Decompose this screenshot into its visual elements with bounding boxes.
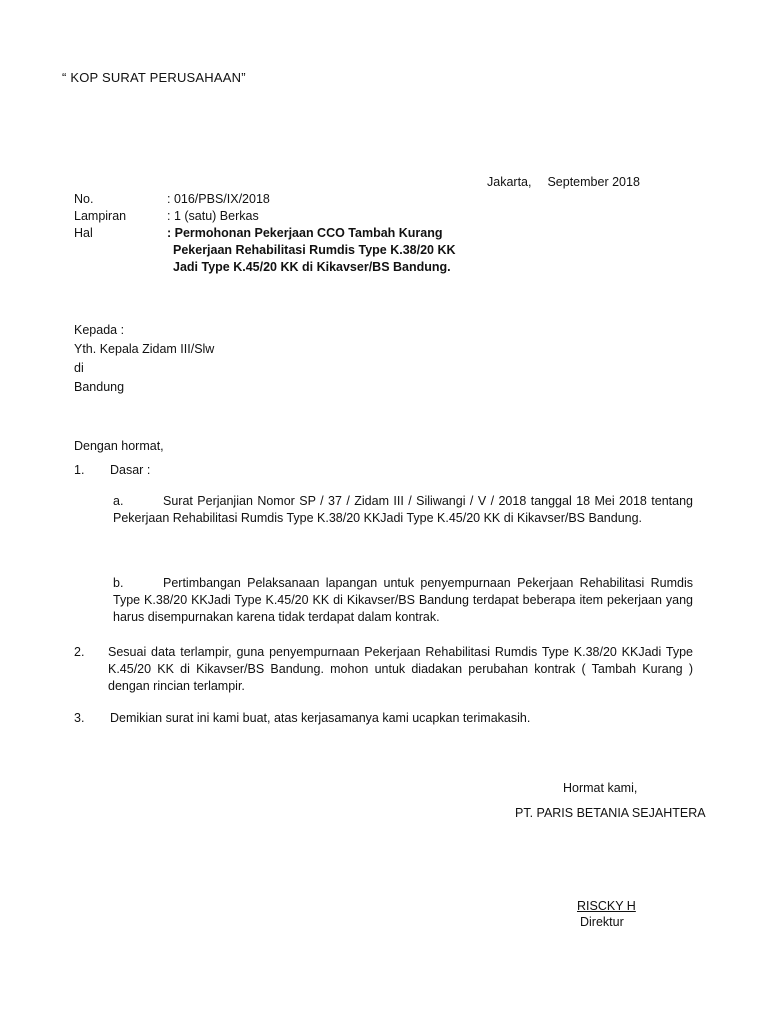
no-value: : 016/PBS/IX/2018	[167, 192, 270, 206]
item-1-number: 1.	[74, 463, 85, 477]
item-1a-label: a.	[113, 494, 124, 508]
recipient-name: Yth. Kepala Zidam III/Slw	[74, 342, 215, 356]
item-1b-label: b.	[113, 576, 124, 590]
item-3-text: Demikian surat ini kami buat, atas kerjasamanya kami ucapkan terimakasih.	[110, 711, 531, 725]
item-1b-paragraph	[113, 575, 693, 626]
lampiran-label: Lampiran	[74, 209, 127, 223]
item-2-text: Sesuai data terlampir, guna penyempurnaan Pekerjaan Rehabilitasi Rumdis Type K.38/20 KKJadi Type K.45/20 KK di Kikavser/BS Bandung. mohon untuk diadakan perubahan kontrak ( Tambah Kurang ) dengan rincian terlampir.	[108, 645, 693, 693]
hal-value-line3: Jadi Type K.45/20 KK di Kikavser/BS Bandung.	[173, 260, 451, 274]
meta-row-lampiran	[74, 208, 456, 225]
recipient-city: Bandung	[74, 380, 125, 394]
recipient-di: di	[74, 361, 84, 375]
meta-row-no	[74, 191, 456, 208]
meta-row-hal	[74, 225, 456, 242]
closing-greeting: Hormat kami,	[563, 781, 638, 795]
recipient-block	[74, 322, 214, 398]
letter-date	[487, 174, 640, 191]
hal-value-line2: Pekerjaan Rehabilitasi Rumdis Type K.38/20 KK	[173, 243, 456, 257]
date-month-year: September 2018	[547, 175, 640, 189]
salutation: Dengan hormat,	[74, 439, 164, 453]
item-3-number: 3.	[74, 711, 85, 725]
letterhead-placeholder: “ KOP SURAT PERUSAHAAN”	[62, 70, 246, 85]
signer-position: Direktur	[580, 915, 624, 929]
date-place: Jakarta,	[487, 175, 532, 189]
no-label: No.	[74, 192, 94, 206]
hal-label: Hal	[74, 226, 93, 240]
lampiran-value: : 1 (satu) Berkas	[167, 209, 259, 223]
signer-name: RISCKY H	[577, 899, 636, 913]
item-1b-text: Pertimbangan Pelaksanaan lapangan untuk penyempurnaan Pekerjaan Rehabilitasi Rumdis Type K.38/20 KKJadi Type K.45/20 KK di Kikavser/BS Bandung terdapat beberapa item pekerjaan yang harus disempurnakan karena tidak terdapat dalam kontrak.	[113, 576, 693, 624]
item-2-number: 2.	[74, 645, 85, 659]
item-1a-text: Surat Perjanjian Nomor SP / 37 / Zidam III / Siliwangi / V / 2018 tanggal 18 Mei 2018 tentang Pekerjaan Rehabilitasi Rumdis Type K.38/20 KKJadi Type K.45/20 KK di Kikavser/BS Bandung.	[113, 494, 693, 525]
letter-meta	[74, 191, 456, 276]
item-1-title: Dasar :	[110, 463, 151, 477]
hal-value-line1: : Permohonan Pekerjaan CCO Tambah Kurang	[167, 226, 443, 240]
kepada-label: Kepada :	[74, 323, 125, 337]
company-name: PT. PARIS BETANIA SEJAHTERA	[515, 806, 706, 820]
item-1a-paragraph	[113, 493, 693, 527]
